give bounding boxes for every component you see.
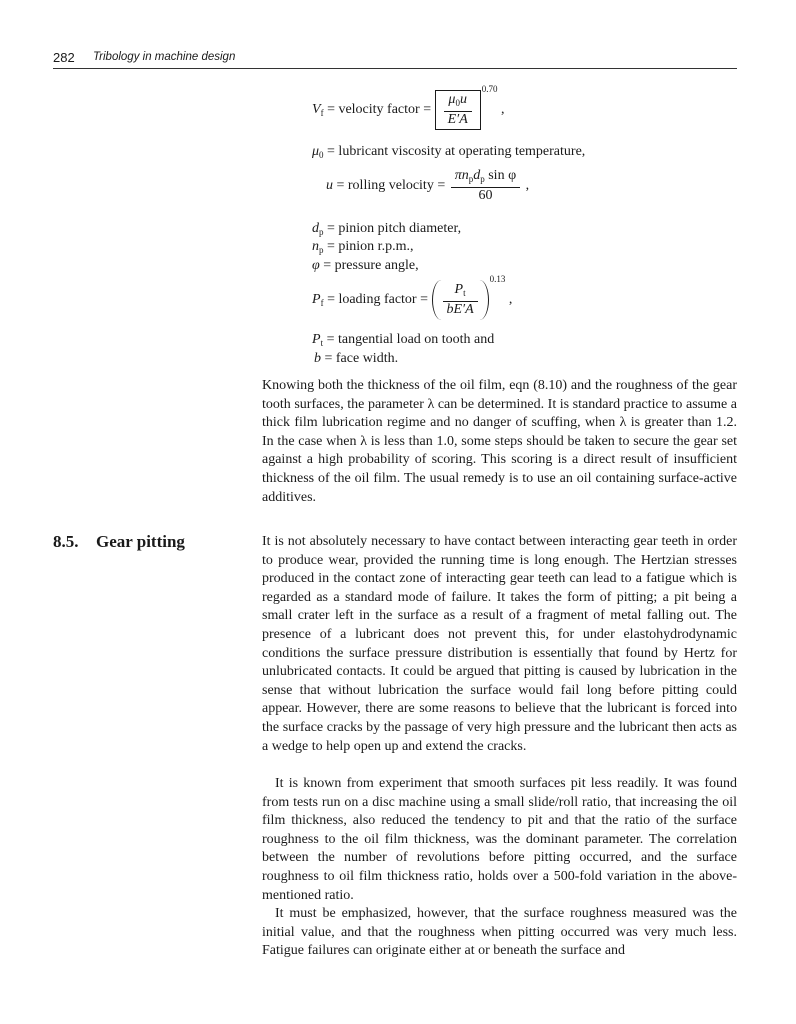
paragraph-pitting-intro: It is not absolutely necessary to have contact between interacting gear teeth in order to produce wear, provided the running time is long enough. The Hertzian stresses produced in the contact zone of interacting gear teeth can lead to a fatigue which is regarded as a standard mode of failure. It takes the form of pitting; a pit being a small crater left in the surface as a result of a fragment of metal falling out. The presence of a lubricant does not prevent this, for under elastohydrodynamic conditions the surface pressure distribution is essentially that found by Hertz for unlubricated contacts. It could be argued that pitting is caused by lubrication in the sense that without lubrication the surface would fail long before pitting could appear. However, there are some reasons to believe that the lubricant is forced into the surface cracks by the passage of very high pressure and the lubricant then acts as a wedge to help open up and extend the cracks. <box>262 534 737 754</box>
definition-np: $n_p$ = pinion r.p.m., <box>312 239 414 255</box>
paragraph-roughness-emphasis: It must be emphasized, however, that the surface roughness measured was the initial value, and that the roughness when pitting occurred was very much less. Fatigue failures can originate either at or beneath the surface and <box>262 906 737 959</box>
page-number: 282 <box>53 50 75 65</box>
running-header <box>53 50 737 69</box>
section-heading <box>53 532 185 552</box>
definition-mu0: $\mu_0$ = lubricant viscosity at operating temperature, <box>312 144 586 160</box>
paragraph-lambda: Knowing both the thickness of the oil film, eqn (8.10) and the roughness of the gear tooth surfaces, the parameter λ can be determined. It is standard practice to assume a thick film lubrication regime and no danger of scuffing, when λ is greater than 1.2. In the case when λ is less than 1.0, some steps should be taken to secure the gear set against a high probability of scoring. This scoring is a direct result of insufficient thickness of the oil film. The usual remedy is to use an oil containing surface-active additives. <box>262 378 737 505</box>
definition-dp: $d_p$ = pinion pitch diameter, <box>312 221 462 237</box>
equation-velocity-factor: $V_f$ = velocity factor = $\frac{\mu_0u}{E'A}$ 0.70 , <box>312 90 505 130</box>
definition-pt: $P_t$ = tangential load on tooth and <box>312 332 495 348</box>
round-bracket: $\frac{P_t}{bE'A}$ <box>432 280 489 320</box>
definition-phi: φ = pressure angle, <box>312 258 419 273</box>
paragraph-smooth-surfaces: It is known from experiment that smooth surfaces pit less readily. It was found from tests run on a disc machine using a small slide/roll ratio, that increasing the oil film thickness, also reduced the tendency to pit and that the ratio of the surface roughness to the oil film thickness, was the dominant parameter. The correlation between the number of revolutions before pitting occurred, and the surface roughness to oil film thickness ratio, holds over a 500-fold variation in the above-mentioned ratio. <box>262 776 737 903</box>
section-number: 8.5. <box>53 532 79 551</box>
definition-b: b = face width. <box>314 351 399 366</box>
equation-loading-factor: $P_f$ = loading factor = $\frac{P_t}{bE'A}$ 0.13 , <box>312 280 512 320</box>
equation-rolling-velocity: u = rolling velocity = $\frac{\pi n_pd_p \sin \varphi}{60}$ , <box>326 168 530 203</box>
running-title: Tribology in machine design <box>93 51 236 63</box>
section-title: Gear pitting <box>96 532 185 551</box>
square-bracket: $\frac{\mu_0u}{E'A}$ <box>435 90 481 130</box>
